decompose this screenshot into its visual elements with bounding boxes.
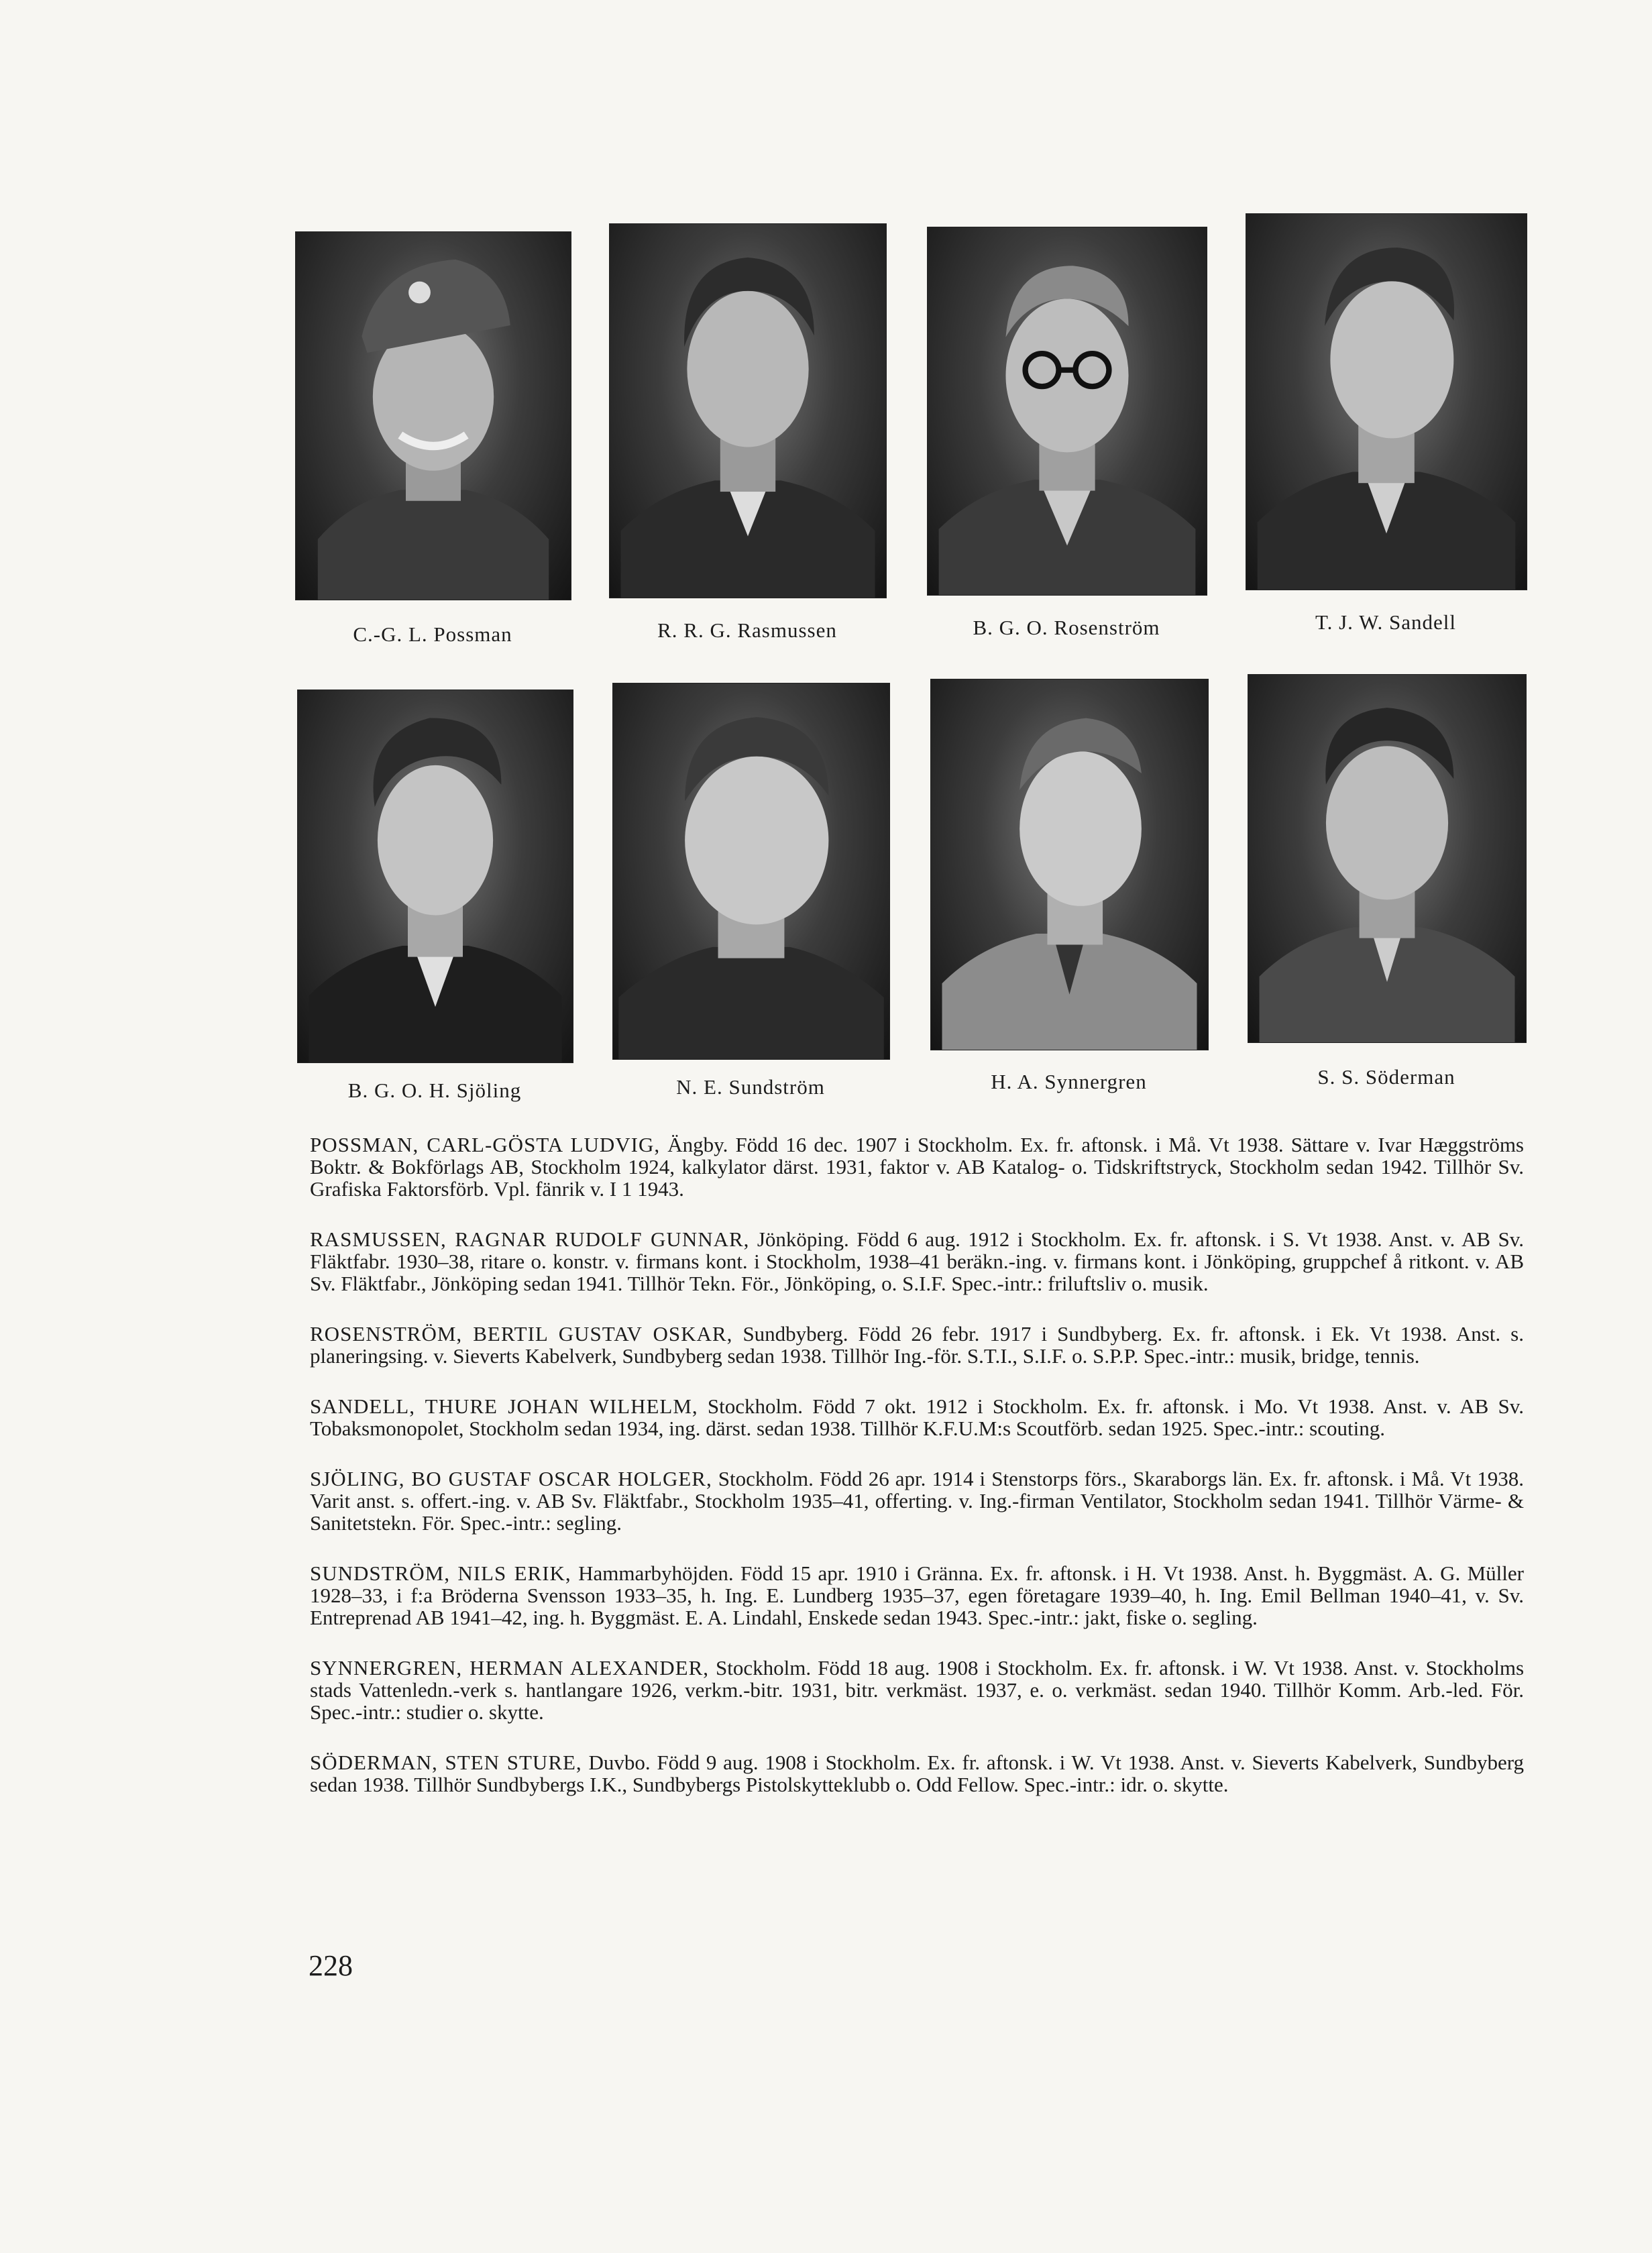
portrait-photo-rosenstrom (927, 227, 1207, 596)
biography-entry (310, 1562, 1524, 1629)
portrait-photo-sandell (1246, 213, 1527, 590)
portrait-photo-synnergren (930, 679, 1209, 1050)
portrait-photo-possman (295, 231, 571, 600)
entry-name: RASMUSSEN, RAGNAR RUDOLF GUNNAR, (310, 1227, 750, 1251)
biography-entry (310, 1134, 1524, 1200)
entry-text: Stockholm. Född 7 okt. 1912 i Stockholm. Ex. fr. aftonsk. i Mo. Vt 1938. Anst. v. AB Sv. Tobaksmonopolet, Stockholm sedan 1934, ing. därst. sedan 1938. Tillhör K.F.U.M:s Scoutförb. sedan 1925. Spec.-intr.: scouting. (310, 1394, 1525, 1440)
photo-caption: H. A. Synnergren (991, 1070, 1147, 1093)
biography-entry (310, 1657, 1524, 1723)
portrait-photo-sjoling (297, 690, 573, 1063)
entry-text: Hammarbyhöjden. Född 15 apr. 1910 i Gränna. Ex. fr. aftonsk. i H. Vt 1938. Anst. h. Byggmäst. A. G. Müller 1928–33, i f:a Bröderna Svensson 1933–35, h. Ing. E. Lundberg 1935–37, egen företagare 1939–40, h. Ing. Emil Bellman 1940–41, v. Sv. Entreprenad AB 1941–42, ing. h. Byggmäst. E. A. Lindahl, Enskede sedan 1943. Spec.-intr.: jakt, fiske o. segling. (310, 1561, 1524, 1629)
entry-text: Sundbyberg. Född 26 febr. 1917 i Sundbyberg. Ex. fr. aftonsk. i Ek. Vt 1938. Anst. s. planeringsing. v. Sieverts Kabelverk, Sundbyberg sedan 1938. Tillhör Ing.-för. S.T.I., S.I.F. o. S.P.P. Spec.-intr.: musik, bridge, tennis. (310, 1322, 1525, 1368)
entry-name: SANDELL, THURE JOHAN WILHELM, (310, 1394, 698, 1418)
entry-name: SJÖLING, BO GUSTAF OSCAR HOLGER, (310, 1467, 712, 1490)
entry-text: Ängby. Född 16 dec. 1907 i Stockholm. Ex. fr. aftonsk. i Må. Vt 1938. Sättare v. Ivar Hæggströms Boktr. & Bokförlags AB, Stockholm 1924, kalkylator därst. 1931, faktor v. AB Katalog- o. Tidskriftstryck, Stockholm sedan 1942. Tillhör Sv. Grafiska Faktorsförb. Vpl. fänrik v. I 1 1943. (310, 1133, 1524, 1201)
entry-name: ROSENSTRÖM, BERTIL GUSTAV OSKAR, (310, 1322, 733, 1345)
biography-entry (310, 1323, 1524, 1367)
photo-caption: B. G. O. H. Sjöling (347, 1079, 522, 1102)
entry-text: Duvbo. Född 9 aug. 1908 i Stockholm. Ex. fr. aftonsk. i W. Vt 1938. Anst. v. Sieverts Kabelverk, Sundbyberg sedan 1938. Tillhör Sundbybergs I.K., Sundbybergs Pistolskytteklubb o. Odd Fellow. Spec.-intr.: idr. o. skytte. (310, 1751, 1524, 1796)
entry-text: Stockholm. Född 18 aug. 1908 i Stockholm. Ex. fr. aftonsk. i W. Vt 1938. Anst. v. Stockholms stads Vattenledn.-verk s. hantlangare 1926, verkm.-bitr. 1931, bitr. verkmäst. 1937, e. o. verkmäst. sedan 1940. Tillhör Komm. Arb.-led. För. Spec.-intr.: studier o. skytte. (310, 1656, 1525, 1724)
page-number: 228 (309, 1949, 353, 1982)
entry-name: SÖDERMAN, STEN STURE, (310, 1751, 582, 1774)
biography-entry (310, 1228, 1524, 1295)
photo-caption: B. G. O. Rosenström (973, 616, 1160, 639)
photo-caption: C.-G. L. Possman (353, 622, 512, 646)
entry-text: Jönköping. Född 6 aug. 1912 i Stockholm. Ex. fr. aftonsk. i S. Vt 1938. Anst. v. AB Sv. Fläktfabr. 1930–38, ritare o. konstr. v. firmans kont. i Stockholm, 1938–41 beräkn.-ing. v. firmans kont. i Jönköping, gruppchef å ritkont. v. AB Sv. Fläktfabr., Jönköping sedan 1941. Tillhör Tekn. För., Jönköping, o. S.I.F. Spec.-intr.: friluftsliv o. musik. (310, 1227, 1524, 1295)
portrait-photo-rasmussen (609, 223, 887, 598)
entry-name: SUNDSTRÖM, NILS ERIK, (310, 1561, 571, 1585)
biography-entry (310, 1395, 1524, 1439)
entry-text: Stockholm. Född 26 apr. 1914 i Stenstorps förs., Skaraborgs län. Ex. fr. aftonsk. i Må. Vt 1938. Varit anst. s. offert.-ing. v. AB Sv. Fläktfabr., Stockholm 1935–41, offerting. v. Ing.-firman Ventilator, Stockholm sedan 1941. Tillhör Värme- & Sanitetstekn. För. Spec.-intr.: segling. (310, 1467, 1524, 1535)
photo-caption: R. R. G. Rasmussen (657, 618, 837, 642)
portrait-photo-soderman (1248, 674, 1527, 1043)
photo-caption: T. J. W. Sandell (1315, 610, 1457, 634)
entry-name: SYNNERGREN, HERMAN ALEXANDER, (310, 1656, 710, 1680)
photo-caption: N. E. Sundström (676, 1075, 825, 1099)
entry-name: POSSMAN, CARL-GÖSTA LUDVIG, (310, 1133, 661, 1156)
biography-list (310, 1134, 1524, 1824)
portrait-photo-sundstrom (612, 683, 890, 1060)
biography-entry (310, 1751, 1524, 1796)
biography-entry (310, 1468, 1524, 1534)
photo-caption: S. S. Söderman (1317, 1065, 1455, 1089)
